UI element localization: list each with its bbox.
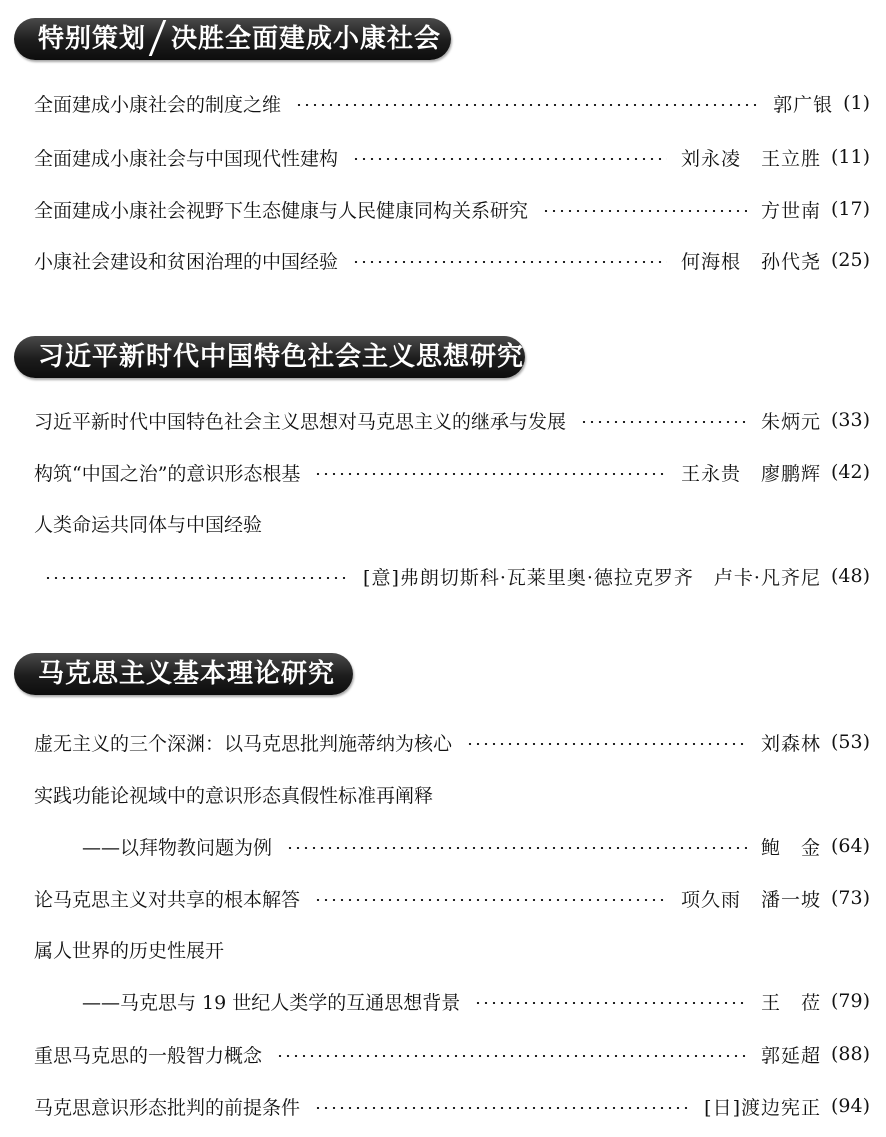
section-title-secondary: 决胜全面建成小康社会	[171, 24, 442, 54]
entry-subtitle: ——以拜物教问题为例	[82, 836, 273, 859]
entry-author: 郭广银	[773, 93, 834, 116]
entry-title: 虚无主义的三个深渊：以马克思批判施蒂纳为核心	[34, 732, 453, 755]
section-header-marxism-theory	[14, 653, 353, 695]
toc-entry[interactable]	[34, 457, 870, 487]
entry-page: (53)	[830, 731, 870, 753]
dot-leader	[314, 473, 667, 475]
entry-page: (79)	[830, 990, 870, 1012]
entry-page: (33)	[830, 409, 870, 431]
toc-entry[interactable]	[34, 779, 870, 809]
entry-author: 朱炳元	[760, 410, 821, 433]
toc-entry[interactable]	[34, 934, 870, 964]
toc-entry-subtitle[interactable]	[34, 986, 870, 1016]
dot-leader	[580, 421, 747, 423]
toc-entry[interactable]	[34, 508, 870, 538]
entry-title: 论马克思主义对共享的根本解答	[34, 888, 301, 911]
dot-leader	[542, 210, 747, 212]
entry-author: 鲍 金	[760, 836, 821, 859]
section-header-special-feature	[14, 18, 451, 60]
entry-subtitle: ——马克思与 19 世纪人类学的互通思想背景	[82, 991, 461, 1014]
toc-entry[interactable]	[34, 1039, 870, 1069]
toc-entry[interactable]	[34, 1091, 870, 1121]
entry-title: 全面建成小康社会与中国现代性建构	[34, 147, 339, 170]
entry-page: (94)	[830, 1095, 870, 1117]
toc-entry[interactable]	[34, 883, 870, 913]
entry-title: 全面建成小康社会视野下生态健康与人民健康同构关系研究	[34, 199, 529, 222]
dot-leader	[276, 1055, 747, 1057]
entry-author: 何海根 孙代尧	[680, 250, 821, 273]
dot-leader	[352, 261, 667, 263]
entry-title: 重思马克思的一般智力概念	[34, 1044, 263, 1067]
toc-entry-continuation[interactable]	[34, 561, 870, 591]
toc-entry[interactable]	[34, 727, 870, 757]
entry-author: [日]渡边宪正	[704, 1096, 821, 1119]
toc-entry[interactable]	[34, 405, 870, 435]
entry-author: 刘森林	[760, 732, 821, 755]
entry-page: (42)	[830, 461, 870, 483]
entry-page: (48)	[830, 565, 870, 587]
entry-title: 小康社会建设和贫困治理的中国经验	[34, 250, 339, 273]
entry-title: 全面建成小康社会的制度之维	[34, 93, 282, 116]
dot-leader	[44, 577, 349, 579]
entry-title: 习近平新时代中国特色社会主义思想对马克思主义的继承与发展	[34, 410, 567, 433]
section-header-xi-thought	[14, 336, 525, 378]
toc-entry-subtitle[interactable]	[34, 831, 870, 861]
dot-leader	[474, 1002, 747, 1004]
entry-author: [意]弗朗切斯科·瓦莱里奥·德拉克罗齐 卢卡·凡齐尼	[363, 566, 821, 589]
toc-entry[interactable]	[34, 245, 870, 275]
entry-page: (88)	[830, 1043, 870, 1065]
entry-title: 马克思意识形态批判的前提条件	[34, 1096, 301, 1119]
entry-author: 项久雨 潘一坡	[680, 888, 821, 911]
toc-entry[interactable]	[34, 194, 870, 224]
entry-author: 方世南	[760, 199, 821, 222]
dot-leader	[295, 104, 759, 106]
entry-page: (25)	[830, 249, 870, 271]
title-separator	[149, 20, 167, 56]
section-title: 马克思主义基本理论研究	[38, 659, 336, 689]
entry-page: (1)	[843, 92, 870, 114]
entry-title: 实践功能论视域中的意识形态真假性标准再阐释	[34, 784, 434, 807]
toc-entry[interactable]	[34, 142, 870, 172]
section-title-primary: 特别策划	[38, 24, 147, 54]
entry-page: (17)	[830, 198, 870, 220]
dot-leader	[314, 899, 667, 901]
toc-entry[interactable]	[34, 88, 870, 118]
entry-title: 属人世界的历史性展开	[34, 939, 225, 962]
dot-leader	[286, 847, 747, 849]
dot-leader	[352, 158, 667, 160]
dot-leader	[314, 1107, 690, 1109]
section-title: 习近平新时代中国特色社会主义思想研究	[38, 342, 525, 372]
entry-page: (11)	[830, 146, 870, 168]
entry-title: 构筑“中国之治”的意识形态根基	[34, 462, 301, 485]
entry-author: 刘永凌 王立胜	[680, 147, 821, 170]
entry-author: 王 莅	[760, 991, 821, 1014]
entry-page: (73)	[830, 887, 870, 909]
entry-author: 郭延超	[760, 1044, 821, 1067]
entry-page: (64)	[830, 835, 870, 857]
entry-author: 王永贵 廖鹏辉	[680, 462, 821, 485]
entry-title: 人类命运共同体与中国经验	[34, 513, 263, 536]
dot-leader	[466, 743, 747, 745]
